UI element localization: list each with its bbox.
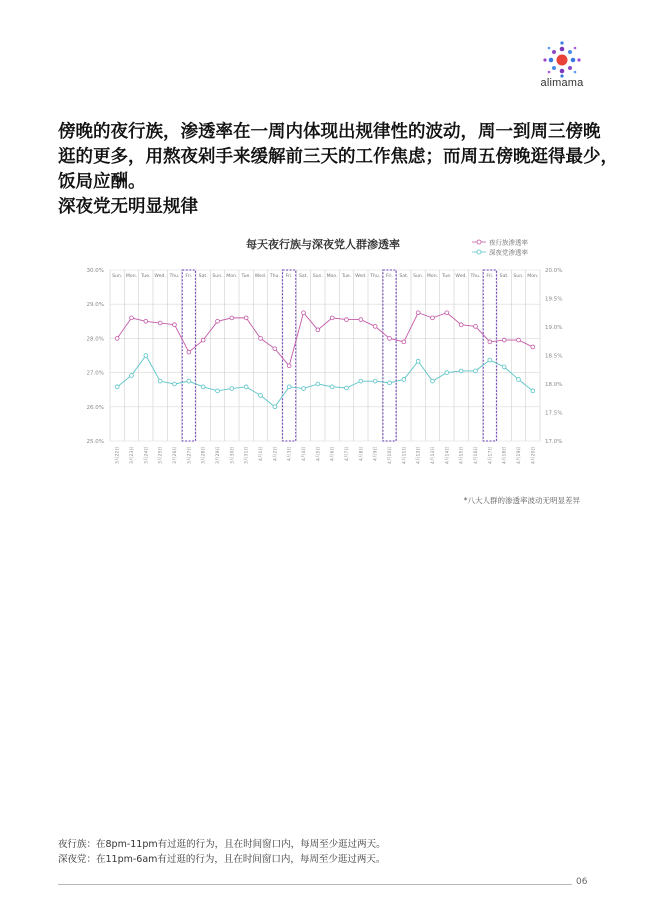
definition-night-walker: 夜行族：在8pm-11pm有过逛的行为，且在时间窗口内，每周至少逛过两天。: [58, 839, 386, 850]
date-tick-label: 4月6日: [330, 446, 336, 462]
weekday-label: Thu.: [370, 274, 381, 279]
weekday-label: Tue.: [141, 274, 151, 279]
date-tick-label: 4月5日: [316, 446, 322, 462]
weekday-label: Sun.: [513, 274, 524, 279]
headline-line-1: 傍晚的夜行族，渗透率在一周内体现出规律性的波动，周一到周三傍晚: [58, 122, 601, 142]
data-point: [230, 387, 234, 391]
data-point: [402, 340, 406, 344]
weekday-label: Tue.: [341, 274, 352, 279]
chart-legend: [472, 238, 529, 257]
weekday-label: Fri.: [486, 274, 494, 279]
date-tick-label: 4月3日: [287, 446, 293, 462]
data-point: [517, 338, 521, 342]
weekday-label: Sun.: [312, 274, 323, 279]
right-tick-label: 17.0%: [545, 439, 563, 445]
data-point: [416, 311, 420, 315]
data-point: [316, 382, 320, 386]
data-point: [158, 379, 162, 383]
data-point: [216, 319, 220, 323]
weekday-label: Tue.: [241, 274, 251, 279]
weekday-label: Mon.: [426, 274, 439, 279]
weekday-label: Mon.: [125, 274, 138, 279]
date-tick-label: 4月20日: [531, 446, 537, 464]
data-point: [373, 379, 377, 383]
data-point: [445, 371, 449, 375]
data-point: [230, 316, 234, 320]
data-point: [474, 325, 478, 329]
data-point: [287, 385, 291, 389]
weekday-label: Sun.: [413, 274, 424, 279]
weekday-label: Tue.: [442, 274, 452, 279]
left-tick-label: 25.0%: [86, 439, 104, 445]
date-tick-label: 3月26日: [173, 446, 178, 464]
left-tick-label: 29.0%: [86, 302, 104, 309]
weekday-label: Thu.: [470, 274, 481, 279]
data-point: [259, 337, 263, 341]
weekday-label: Wed.: [355, 274, 367, 279]
data-point: [431, 316, 435, 320]
date-tick-label: 3月29日: [216, 446, 221, 464]
data-point: [502, 365, 506, 369]
legend-label-1: 夜行族渗透率: [489, 238, 528, 247]
date-tick-label: 4月17日: [488, 446, 494, 464]
left-tick-label: 30.0%: [86, 268, 104, 274]
data-point: [388, 337, 392, 341]
date-tick-label: 4月4日: [302, 446, 307, 462]
data-point: [359, 379, 363, 383]
date-tick-label: 3月27日: [187, 446, 193, 464]
right-tick-label: 19.5%: [545, 296, 563, 303]
data-point: [517, 378, 521, 382]
data-point: [244, 316, 248, 320]
data-point: [359, 318, 363, 322]
plot-area: [87, 268, 563, 464]
data-point: [345, 386, 349, 390]
headline-line-3: 饭局应酬。: [58, 172, 146, 192]
weekday-label: Sat.: [399, 274, 409, 279]
penetration-chart: [0, 230, 650, 500]
right-tick-label: 18.5%: [545, 353, 563, 360]
weekday-label: Mon.: [326, 274, 338, 279]
footer-divider: [58, 884, 572, 885]
definitions: [58, 837, 386, 867]
headline: [58, 120, 618, 220]
date-tick-label: 4月7日: [345, 446, 350, 462]
left-tick-label: 26.0%: [86, 404, 104, 411]
data-point: [474, 369, 478, 373]
data-point: [431, 379, 435, 383]
data-point: [201, 385, 205, 389]
legend-label-2: 深夜党渗透率: [489, 248, 528, 257]
data-point: [416, 359, 420, 363]
weekday-label: Sun.: [112, 274, 123, 279]
data-point: [187, 379, 191, 383]
data-point: [144, 354, 148, 358]
date-tick-label: 4月1日: [259, 446, 264, 462]
data-point: [115, 385, 119, 389]
data-point: [388, 381, 392, 385]
data-point: [115, 337, 119, 341]
right-tick-label: 18.0%: [545, 382, 563, 388]
data-point: [373, 325, 377, 329]
right-tick-label: 20.0%: [545, 268, 563, 274]
date-tick-label: 4月9日: [373, 446, 379, 462]
definition-late-night: 深夜党：在11pm-6am有过逛的行为，且在时间窗口内，每周至少逛过两天。: [58, 854, 386, 865]
date-tick-label: 4月10日: [388, 446, 393, 464]
data-point: [488, 340, 492, 344]
friday-highlight-box: [283, 270, 296, 441]
logo-dots: [543, 41, 580, 77]
weekday-label: Sun.: [212, 274, 223, 279]
logo-text: alimama: [540, 77, 584, 89]
date-tick-label: 4月11日: [402, 446, 408, 464]
date-tick-label: 4月13日: [431, 446, 436, 464]
weekday-label: Sat.: [499, 274, 509, 279]
left-tick-label: 28.0%: [86, 336, 104, 343]
weekday-label: Thu.: [269, 274, 280, 279]
headline-line-4: 深夜党无明显规律: [58, 197, 198, 217]
right-tick-label: 17.5%: [545, 410, 563, 417]
data-point: [531, 389, 535, 393]
date-tick-label: 4月18日: [502, 445, 508, 464]
chart-footnote: *八大人群的渗透率波动无明显差异: [463, 496, 580, 505]
date-tick-label: 3月30日: [230, 446, 236, 464]
data-point: [244, 385, 248, 389]
data-point: [273, 347, 277, 351]
data-point: [216, 389, 220, 393]
data-point: [488, 358, 492, 362]
weekday-label: Wed.: [154, 274, 166, 279]
data-point: [144, 319, 148, 323]
data-point: [130, 316, 134, 320]
data-point: [158, 321, 162, 325]
right-tick-label: 19.0%: [545, 325, 563, 331]
friday-highlight-box: [182, 270, 195, 441]
weekday-label: Wed.: [254, 274, 267, 279]
friday-highlight-box: [383, 270, 396, 441]
legend-marker-1: [477, 240, 481, 244]
data-point: [173, 323, 177, 327]
data-point: [316, 328, 320, 332]
weekday-label: Mon.: [226, 274, 238, 279]
weekday-label: Fri.: [285, 274, 293, 279]
date-tick-label: 4月14日: [445, 446, 451, 464]
date-tick-label: 3月25日: [158, 446, 164, 464]
date-tick-label: 4月2日: [273, 446, 279, 462]
weekday-label: Fri.: [185, 274, 193, 279]
legend-marker-2: [477, 250, 481, 254]
weekday-label: Sat.: [299, 274, 308, 279]
data-point: [130, 374, 134, 378]
weekday-label: Fri.: [386, 274, 393, 279]
page-number: 06: [576, 877, 588, 887]
weekday-label: Sat.: [198, 274, 208, 279]
data-point: [302, 311, 306, 315]
data-point: [187, 350, 191, 354]
weekday-label: Mon.: [527, 274, 539, 279]
date-tick-label: 3月28日: [201, 446, 207, 464]
weekday-label: Thu.: [169, 274, 180, 279]
data-point: [330, 385, 334, 389]
data-point: [287, 364, 291, 368]
date-tick-label: 4月8日: [359, 446, 365, 462]
left-tick-label: 27.0%: [86, 370, 104, 377]
chart-title: 每天夜行族与深夜党人群渗透率: [246, 238, 400, 251]
date-tick-label: 3月22日: [115, 446, 121, 464]
data-point: [459, 369, 463, 373]
data-point: [302, 387, 306, 391]
data-point: [273, 405, 277, 409]
data-point: [531, 345, 535, 349]
date-tick-label: 4月19日: [517, 446, 522, 464]
weekday-label: Wed.: [455, 274, 467, 279]
data-point: [502, 338, 506, 342]
date-tick-label: 4月15日: [459, 446, 465, 464]
data-point: [173, 382, 177, 386]
date-tick-label: 4月12日: [416, 446, 422, 464]
data-point: [402, 378, 406, 382]
data-point: [445, 311, 449, 315]
date-tick-label: 3月24日: [144, 446, 150, 464]
friday-highlight-box: [483, 270, 496, 441]
date-tick-label: 3月31日: [244, 446, 250, 464]
data-point: [259, 394, 263, 398]
headline-line-2: 逛的更多，用熬夜剁手来缓解前三天的工作焦虑；而周五傍晚逛得最少，: [58, 147, 618, 167]
data-point: [330, 316, 334, 320]
date-tick-label: 4月16日: [474, 446, 479, 464]
data-point: [345, 318, 349, 322]
data-point: [459, 323, 463, 327]
data-point: [201, 338, 205, 342]
date-tick-label: 3月23日: [130, 446, 135, 464]
